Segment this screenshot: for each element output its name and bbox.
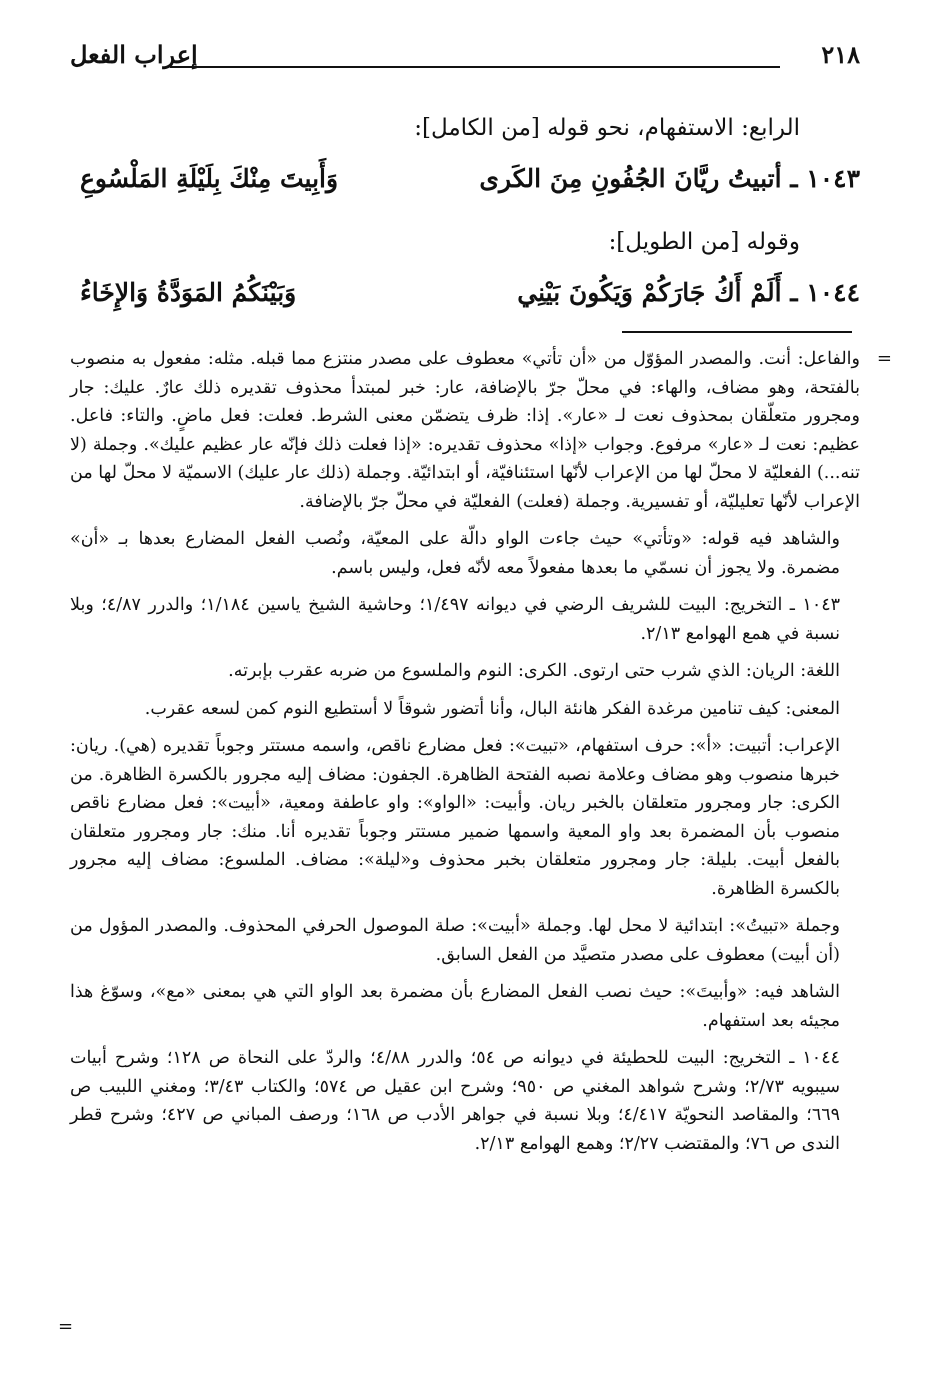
- note-1043-language: اللغة: الريان: الذي شرب حتى ارتوى. الكرى: النوم والملسوع من ضربه عقرب بإبرته.: [228, 661, 840, 681]
- verse-1044-number: ١٠٤٤ ـ: [790, 278, 860, 307]
- page-number: ٢١٨: [821, 40, 860, 69]
- verse-1044: [70, 270, 860, 334]
- intro-line-2: وقوله [من الطويل]:: [608, 229, 800, 255]
- note-1043-parsing: الإعراب: أتبيت: «أ»: حرف استفهام، «تبيت»: فعل مضارع ناقص، واسمه مستتر وجوباً تقديره (هي). ريان: خبرها منصوب وهو مضاف وعلامة نصبه الفتحة الظاهرة. الجفون: مضاف إليه مجرور بالكسرة الظاهرة. من الكرى: جار ومجرور متعلقان بالخبر ريان. وأبيت: «الواو»: واو عاطفة ومعية، «أبيت»: فعل مضارع ناقص منصوب بأن المضمرة بعد واو المعية واسمها ضمير مستتر وجوباً تقديره أنا. منك: جار ومجرور متعلقان بالفعل أبيت. بليلة: جار ومجرور متعلقان بخبر محذوف و«ليلة»: مضاف. الملسوع: مضاف إليه مجرور بالكسرة الظاهرة.: [70, 736, 840, 899]
- commentary: [70, 345, 860, 1167]
- verse-1044-second-half: وَبَيْنَكُمُ المَوَدَّةُ وَالإِخَاءُ: [80, 278, 297, 307]
- note-evidence-previous: والشاهد فيه قوله: «وتأتي» حيث جاءت الواو دالّة على المعيّة، ونُصب الفعل المضارع بعدها بـ «أن» مضمرة. ولا يجوز أن نسمّي ما بعدها مفعولاً معه لأنّه فعل، وليس باسم.: [70, 529, 840, 578]
- note-1044-sources: ١٠٤٤ ـ التخريج: البيت للحطيئة في ديوانه ص ٥٤؛ والدرر ٤/٨٨؛ والردّ على النحاة ص ١٢٨؛ وشرح أبيات سيبويه ٢/٧٣؛ وشرح شواهد المغني ص ٩٥٠؛ وشرح ابن عقيل ص ٥٧٤؛ والكتاب ٣/٤٣؛ ومغني اللبيب ص ٦٦٩؛ والمقاصد النحويّة ٤/٤١٧؛ وبلا نسبة في جواهر الأدب ص ١٦٨؛ ورصف المباني ص ٤٢٧؛ وشرح قطر الندى ص ٧٦؛ والمقتضب ٢/٢٧؛ وهمع الهوامع ٢/١٣.: [70, 1048, 841, 1154]
- verse-1043: [70, 156, 860, 220]
- verse-1043-first-half: [479, 164, 860, 193]
- verse-1043-number: ١٠٤٣ ـ: [790, 164, 860, 193]
- verses-section: [70, 108, 860, 334]
- verse-1043-second-half: وَأَبِيتَ مِنْكَ بِلَيْلَةِ المَلْسُوعِ: [80, 164, 339, 193]
- page-header: [70, 40, 860, 80]
- note-1043-evidence: الشاهد فيه: «وأبيتَ»: حيث نصب الفعل المضارع بأن مضمرة بعد الواو التي هي بمعنى «مع»، وسوّغ هذا مجيئه بعد استفهام.: [70, 982, 840, 1031]
- note-1043-sources: ١٠٤٣ ـ التخريج: البيت للشريف الرضي في ديوانه ١/٤٩٧؛ وحاشية الشيخ ياسين ١/١٨٤؛ والدرر ٤/٨٧؛ وبلا نسبة في همع الهوامع ٢/١٣.: [70, 595, 841, 644]
- verse-1043-first-text: أتبيتُ ريَّانَ الجُفُونِ مِنَ الكَرى: [479, 164, 782, 193]
- intro-line-1: الرابع: الاستفهام، نحو قوله [من الكامل]:: [414, 115, 800, 141]
- note-1043-sentences: وجملة «تبيتُ»: ابتدائية لا محل لها. وجملة «أبيت»: صلة الموصول الحرفي المحذوف. والمصدر المؤول من (أن أبيت) معطوف على مصدر متصيَّد من الفعل السابق.: [70, 916, 840, 965]
- note-1043-meaning: المعنى: كيف تنامين مرغدة الفكر هانئة البال، وأنا أتضور شوقاً لا أستطيع النوم كمن لسعه عقرب.: [144, 698, 840, 719]
- continuation-mark-end: =: [58, 1316, 74, 1337]
- verse-1044-first-text: أَلَمْ أَكُ جَارَكُمْ وَيَكُونَ بَيْنِي: [517, 278, 782, 307]
- continuation-mark: =: [876, 348, 892, 369]
- footnote-rule: [622, 331, 852, 333]
- header-rule: [170, 66, 780, 68]
- running-title: إعراب الفعل: [70, 40, 198, 69]
- verse-1044-first-half: [517, 278, 860, 307]
- note-grammar-continued: والفاعل: أنت. والمصدر المؤوّل من «أن تأتي» معطوف على مصدر منتزع مما قبله. مثله: مفعول به منصوب بالفتحة، وهو مضاف، والهاء: في محلّ جرّ بالإضافة، عار: خبر لمبتدأ محذوف تقديره ذلك عارٌ. عليك: جار ومجرور متعلّقان بمحذوف نعت لـ «عار». إذا: ظرف يتضمّن معنى الشرط. فعلت: فعل ماضٍ. والتاء: فاعل. عظيم: نعت لـ «عار» مرفوع. وجواب «إذا» محذوف تقديره: «إذا فعلت ذلك فإنّه عار عظيم عليك». وجملة (لا تنه...) الفعليّة لا محلّ لها من الإعراب لأنّها استئنافيّة، أو ابتدائيّة. وجملة (ذلك عار عليك) الاسميّة لا محلّ لها من الإعراب لأنّها تعليليّة، أو تفسيرية. وجملة (فعلت) الفعليّة في محلّ جرّ بالإضافة.: [70, 349, 860, 512]
